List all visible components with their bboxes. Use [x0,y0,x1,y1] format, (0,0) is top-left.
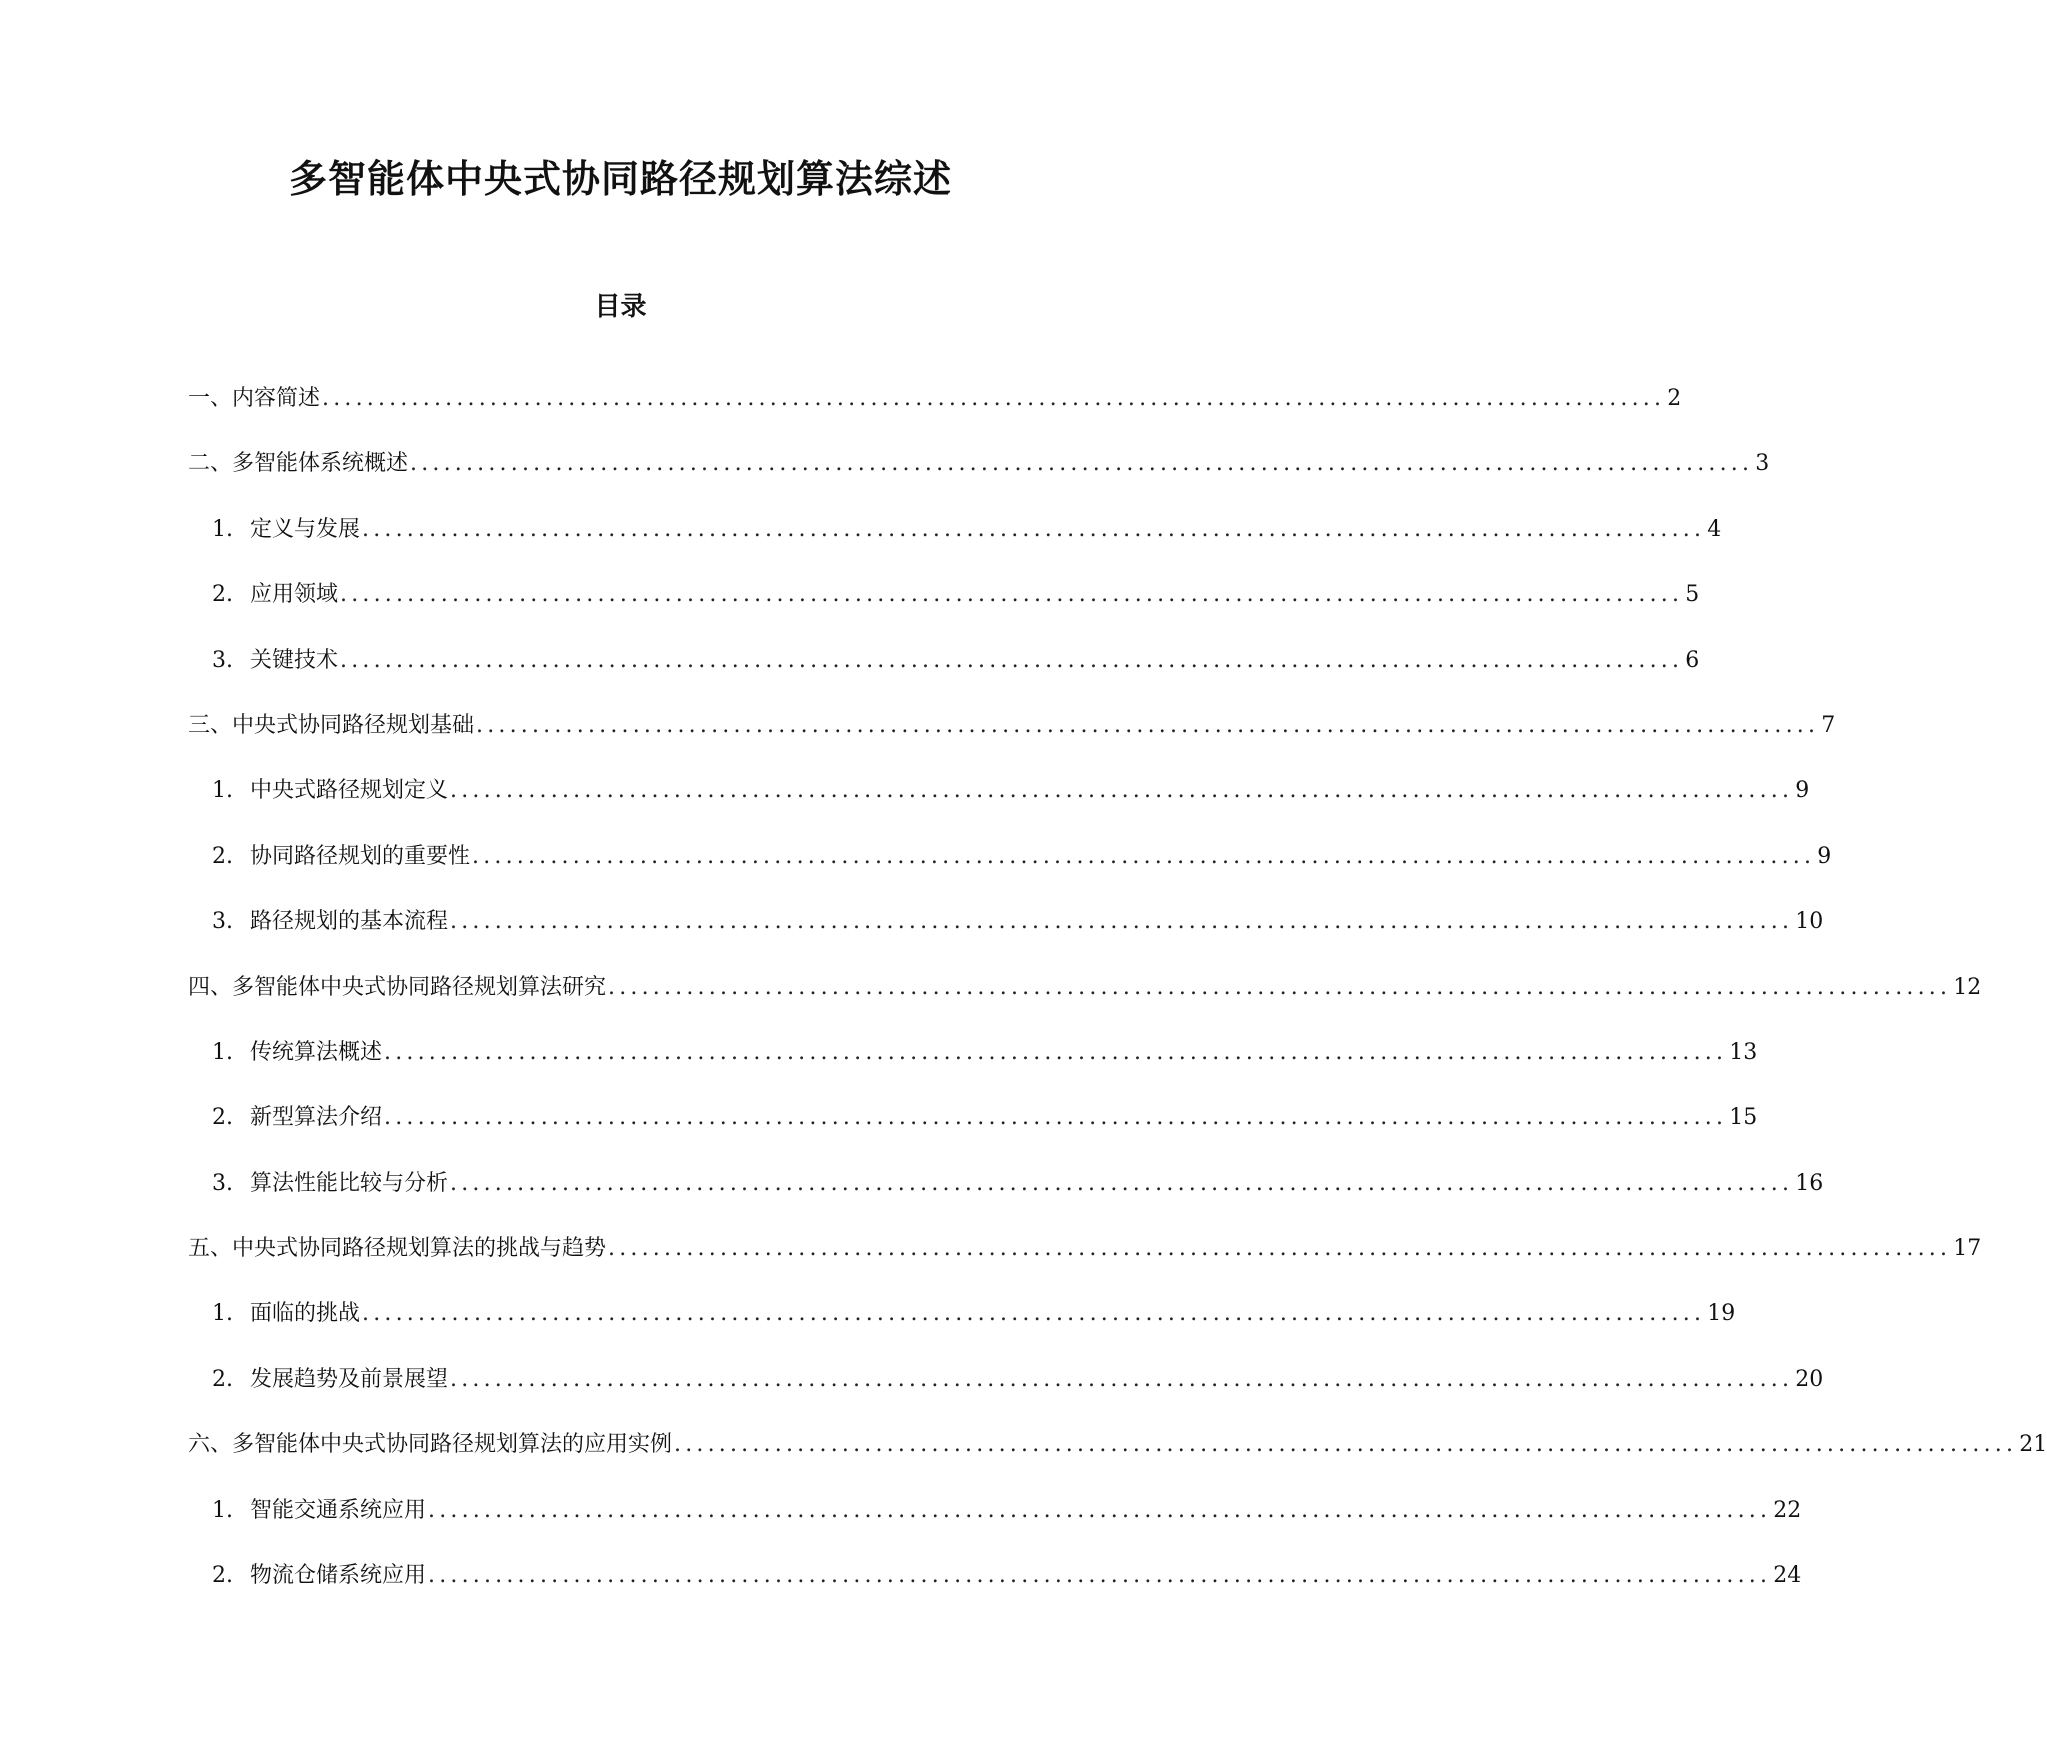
toc-entry-leader-dots: ........................................................................................................................ [450,909,1794,935]
toc-entry-leader-dots: ........................................................................................................................ [322,386,1666,411]
toc-entry [0,907,1824,972]
toc-entry-page-number: 24 [1773,1563,1802,1589]
toc-entry-number: 1. [212,778,233,804]
toc-entry-link[interactable] [188,711,1836,741]
toc-entry-page-number: 20 [1795,1366,1824,1392]
toc-entry-link[interactable] [212,842,1832,872]
toc-entry-link[interactable] [188,973,1982,1003]
toc-entry-number: 2. [212,843,233,869]
toc-entry-label: 新型算法介绍 [250,1105,383,1131]
toc-entry-page-number: 5 [1685,582,1700,608]
toc-entry-number: 2. [212,582,233,608]
toc-entry [0,646,1700,711]
toc-entry-leader-dots: ........................................................................................................................ [384,1039,1728,1065]
toc-entry-leader-dots: ........................................................................................................................ [428,1497,1772,1523]
toc-entry-leader-dots: ........................................................................................................................ [450,778,1794,804]
toc-entry-label: 应用领域 [250,582,339,608]
toc-entry-link[interactable] [188,384,1682,414]
toc-entry-number: 2. [212,1563,233,1589]
toc-entry-label: 物流仓储系统应用 [250,1563,427,1589]
toc-entry-link[interactable] [188,449,1770,479]
toc-entry [0,776,1810,841]
toc-entry-page-number: 9 [1817,843,1832,869]
table-of-contents [0,384,2047,1626]
toc-entry-link[interactable] [212,515,1722,545]
toc-entry [0,1103,1758,1168]
toc-entry-page-number: 13 [1729,1039,1758,1065]
toc-entry-link[interactable] [212,1561,1802,1591]
toc-entry [0,1234,1982,1299]
toc-entry-leader-dots: ........................................................................................................................ [428,1563,1772,1589]
toc-entry-leader-dots: ........................................................................................................................ [362,516,1706,542]
toc-entry-label: 传统算法概述 [250,1039,383,1065]
toc-entry-label: 中央式路径规划定义 [250,778,449,804]
toc-entry-leader-dots: ........................................................................................................................ [384,1105,1728,1131]
toc-entry-link[interactable] [212,1299,1736,1329]
toc-entry-leader-dots: ........................................................................................................................ [674,1432,2018,1458]
toc-entry-page-number: 21 [2019,1432,2047,1458]
toc-entry [0,711,1836,776]
toc-entry-page-number: 7 [1821,712,1836,738]
toc-entry-number: 2. [212,1366,233,1392]
toc-entry-label: 四、多智能体中央式协同路径规划算法研究 [188,974,607,1000]
toc-entry-number: 1. [212,1039,233,1065]
toc-entry-label: 面临的挑战 [250,1301,361,1327]
toc-entry-page-number: 3 [1755,451,1770,477]
toc-entry-label: 算法性能比较与分析 [250,1170,449,1196]
toc-entry-page-number: 2 [1667,386,1682,411]
toc-entry [0,1299,1736,1364]
toc-entry-label: 协同路径规划的重要性 [250,843,471,869]
toc-entry-label: 五、中央式协同路径规划算法的挑战与趋势 [188,1236,607,1262]
toc-entry-leader-dots: ........................................................................................................................ [608,1236,1952,1262]
toc-entry-link[interactable] [212,1103,1758,1133]
toc-entry [0,449,1770,514]
toc-entry-leader-dots: ........................................................................................................................ [340,582,1684,608]
toc-entry-label: 发展趋势及前景展望 [250,1366,449,1392]
toc-entry-link[interactable] [212,776,1810,806]
toc-entry-leader-dots: ........................................................................................................................ [608,974,1952,1000]
toc-entry-number: 3. [212,909,233,935]
toc-entry-number: 3. [212,647,233,673]
toc-entry-page-number: 22 [1773,1497,1802,1523]
toc-entry [0,1365,1824,1430]
toc-entry-link[interactable] [188,1430,2047,1460]
toc-entry-leader-dots: ........................................................................................................................ [410,451,1754,477]
toc-entry-page-number: 6 [1685,647,1700,673]
toc-entry-label: 六、多智能体中央式协同路径规划算法的应用实例 [188,1432,673,1458]
toc-entry-leader-dots: ........................................................................................................................ [450,1170,1794,1196]
toc-entry-label: 三、中央式协同路径规划基础 [188,712,475,738]
toc-entry-link[interactable] [212,646,1700,676]
toc-entry-leader-dots: ........................................................................................................................ [450,1366,1794,1392]
toc-entry-number: 1. [212,1497,233,1523]
toc-entry-link[interactable] [212,1169,1824,1199]
toc-entry-page-number: 10 [1795,909,1824,935]
toc-entry-link[interactable] [212,1365,1824,1395]
toc-entry-label: 路径规划的基本流程 [250,909,449,935]
toc-entry [0,1430,2047,1495]
toc-entry [0,1561,1802,1626]
toc-entry-number: 3. [212,1170,233,1196]
toc-entry-page-number: 9 [1795,778,1810,804]
toc-entry-label: 关键技术 [250,647,339,673]
toc-entry-page-number: 16 [1795,1170,1824,1196]
toc-entry-leader-dots: ........................................................................................................................ [476,712,1820,738]
toc-entry-label: 一、内容简述 [188,386,321,411]
toc-entry [0,384,1682,449]
toc-entry [0,1496,1802,1561]
toc-entry-number: 1. [212,516,233,542]
toc-entry-link[interactable] [212,580,1700,610]
document-title: 多智能体中央式协同路径规划算法综述 [288,157,952,201]
toc-entry-link[interactable] [188,1234,1982,1264]
toc-entry-page-number: 17 [1953,1236,1982,1262]
toc-entry-number: 1. [212,1301,233,1327]
toc-entry-label: 定义与发展 [250,516,361,542]
toc-entry-leader-dots: ........................................................................................................................ [472,843,1816,869]
toc-entry-page-number: 15 [1729,1105,1758,1131]
toc-entry-page-number: 12 [1953,974,1982,1000]
toc-entry [0,1169,1824,1234]
toc-entry-link[interactable] [212,1496,1802,1526]
toc-entry-link[interactable] [212,907,1824,937]
toc-entry [0,580,1700,645]
toc-entry-label: 智能交通系统应用 [250,1497,427,1523]
toc-entry-leader-dots: ........................................................................................................................ [362,1301,1706,1327]
toc-entry [0,1038,1758,1103]
toc-entry-number: 2. [212,1105,233,1131]
toc-entry [0,842,1832,907]
toc-entry [0,515,1722,580]
toc-entry-link[interactable] [212,1038,1758,1068]
toc-heading: 目录 [594,292,647,322]
toc-entry-page-number: 4 [1707,516,1722,542]
toc-entry-page-number: 19 [1707,1301,1736,1327]
toc-entry-leader-dots: ........................................................................................................................ [340,647,1684,673]
toc-entry [0,973,1982,1038]
toc-entry-label: 二、多智能体系统概述 [188,451,409,477]
